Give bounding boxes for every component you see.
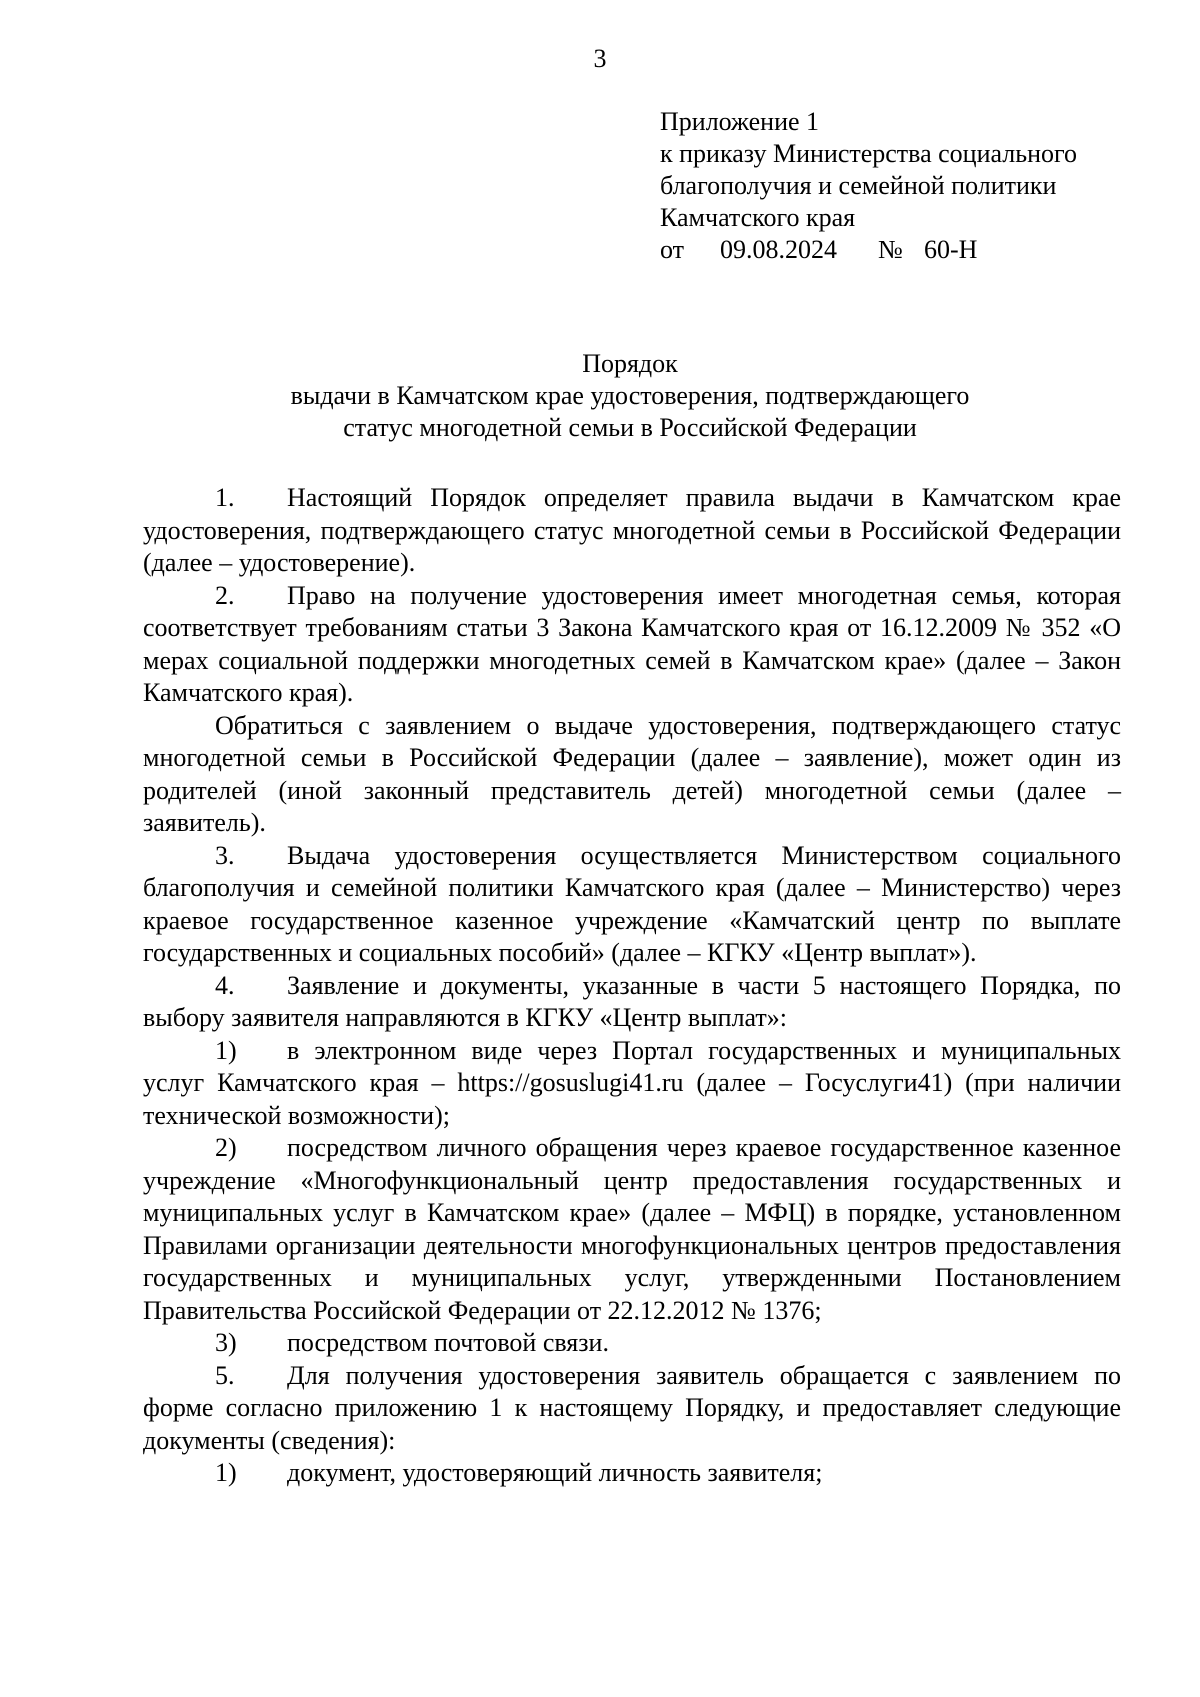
list-item-number: 1)	[215, 1035, 237, 1065]
title-line-3: статус многодетной семьи в Российской Федерации	[343, 413, 917, 442]
document-title	[140, 348, 1120, 444]
appendix-region: Камчатского края	[660, 203, 856, 232]
paragraph	[143, 840, 1121, 970]
appendix-block	[660, 106, 1130, 266]
paragraph	[143, 580, 1121, 710]
paragraph	[143, 1360, 1121, 1458]
list-item-number: 2)	[215, 1133, 237, 1162]
list-item-number: 3)	[215, 1328, 237, 1357]
paragraph-text: Право на получение удостоверения имеет многодетная семья, которая соответствует требованиям статьи 3 Закона Камчатского края от 16.12.2009 № 352 «О мерах социальной поддержки многодетных семей в Камчатском крае» (далее – Закон Камчатского края).	[143, 580, 1121, 707]
list-item-text: посредством почтовой связи.	[287, 1328, 609, 1357]
list-item	[143, 1132, 1121, 1327]
paragraph	[143, 970, 1121, 1035]
paragraph-text: Заявление и документы, указанные в части 5 настоящего Порядка, по выбору заявителя направляются в КГКУ «Центр выплат»:	[143, 970, 1121, 1032]
appendix-order-ref: к приказу Министерства социального	[660, 139, 1078, 168]
paragraph-number: 2.	[215, 580, 235, 610]
paragraph-text: Для получения удостоверения заявитель обращается с заявлением по форме согласно приложению 1 к настоящему Порядку, и предоставляет следующие документы (сведения):	[143, 1360, 1121, 1455]
list-item	[143, 1035, 1121, 1133]
appendix-ministry: благополучия и семейной политики	[660, 171, 1057, 200]
paragraph	[143, 482, 1121, 580]
appendix-date-number	[660, 234, 1130, 266]
paragraph-number: 5.	[215, 1360, 235, 1390]
list-item-text: в электронном виде через Портал государственных и муниципальных услуг Камчатского края – https://gosuslugi41.ru (далее – Госуслуги41) (при наличии технической возможности);	[143, 1035, 1121, 1130]
paragraph-text: Выдача удостоверения осуществляется Министерством социального благополучия и семейной политики Камчатского края (далее – Министерство) через краевое государственное казенное учреждение «Камчатский центр по выплате государственных и социальных пособий» (далее – КГКУ «Центр выплат»).	[143, 840, 1121, 967]
from-label: от	[660, 235, 685, 264]
paragraph-text: Настоящий Порядок определяет правила выдачи в Камчатском крае удостоверения, подтверждающего статус многодетной семьи в Российской Федерации (далее – удостоверение).	[143, 483, 1121, 577]
paragraph	[143, 710, 1121, 840]
list-item-text: документ, удостоверяющий личность заявителя;	[287, 1458, 823, 1487]
paragraph-number: 4.	[215, 970, 235, 1000]
title-line-1: Порядок	[582, 349, 678, 378]
list-item-number: 1)	[215, 1458, 237, 1487]
title-line-2: выдачи в Камчатском крае удостоверения, подтверждающего	[290, 381, 970, 410]
document-body	[143, 482, 1121, 1490]
order-date: 09.08.2024	[720, 235, 837, 264]
appendix-label: Приложение 1	[660, 107, 820, 136]
list-item	[143, 1327, 1121, 1360]
paragraph-text: Обратиться с заявлением о выдаче удостоверения, подтверждающего статус многодетной семьи в Российской Федерации (далее – заявление), может один из родителей (иной законный представитель детей) многодетной семьи (далее – заявитель).	[143, 710, 1121, 837]
number-sign: №	[878, 235, 903, 264]
paragraph-number: 1.	[215, 483, 235, 512]
page-number: 3	[593, 44, 607, 73]
paragraph-number: 3.	[215, 840, 235, 870]
list-item-text: посредством личного обращения через краевое государственное казенное учреждение «Многофункциональный центр предоставления государственных и муниципальных услуг в Камчатском крае» (далее – МФЦ) в порядке, установленном Правилами организации деятельности многофункциональных центров предоставления государственных и муниципальных услуг, утвержденными Постановлением Правительства Российской Федерации от 22.12.2012 № 1376;	[143, 1133, 1121, 1325]
order-number: 60-Н	[924, 235, 978, 264]
list-item	[143, 1457, 1121, 1490]
